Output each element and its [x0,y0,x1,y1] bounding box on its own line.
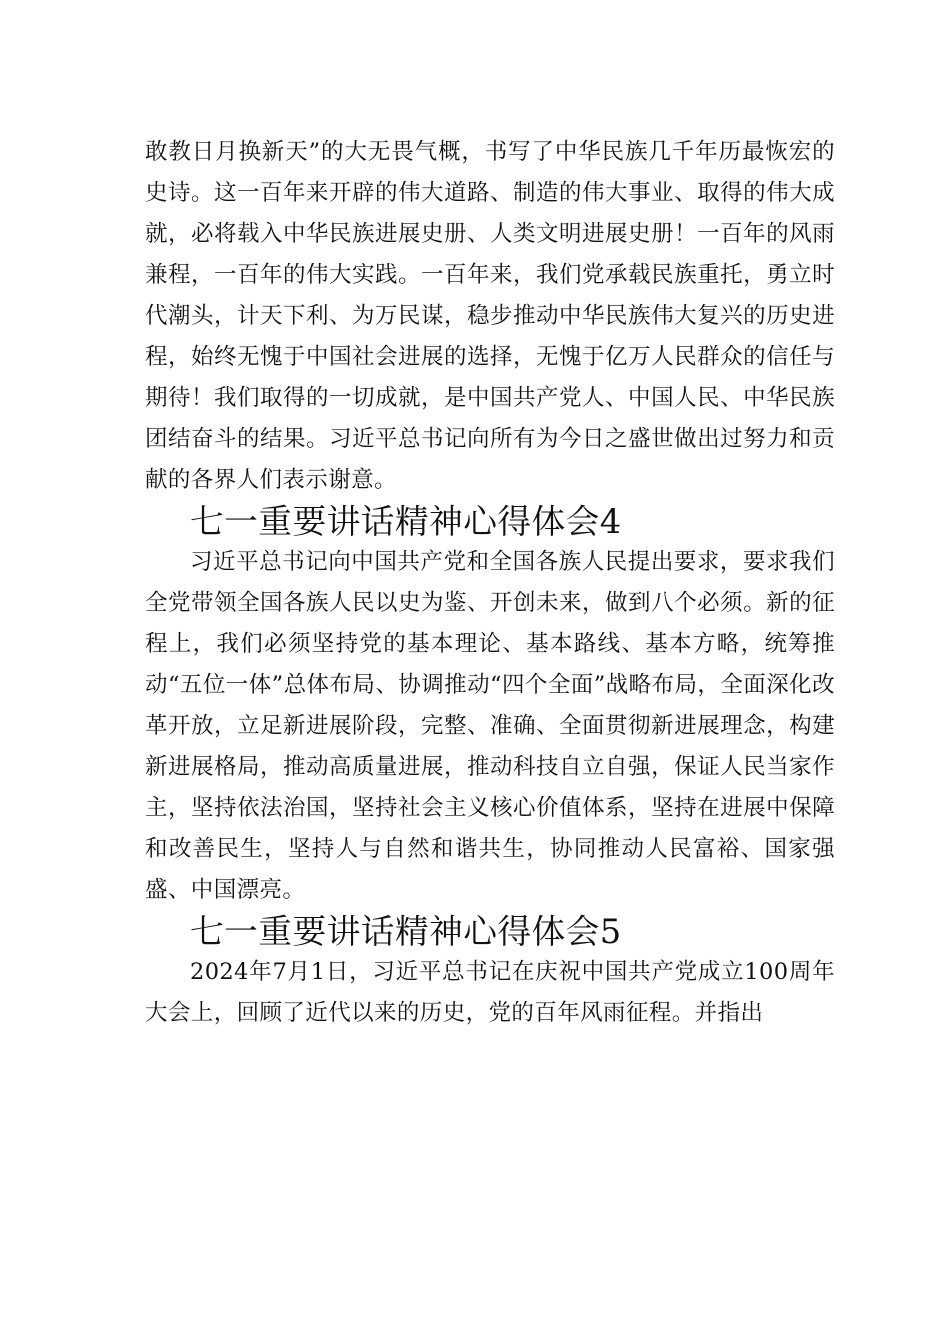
body-paragraph-continued: 敢教日月换新天”的大无畏气概，书写了中华民族几千年历最恢宏的史诗。这一百年来开辟的伟大道路、制造的伟大事业、取得的伟大成就，必将载入中华民族进展史册、人类文明进展史册！一百年的风雨兼程，一百年的伟大实践。一百年来，我们党承载民族重托，勇立时代潮头，计天下利、为万民谋，稳步推动中华民族伟大复兴的历史进程，始终无愧于中国社会进展的选择，无愧于亿万人民群众的信任与期待！我们取得的一切成就，是中国共产党人、中国人民、中华民族团结奋斗的结果。习近平总书记向所有为今日之盛世做出过努力和贡献的各界人们表示谢意。 [145,139,835,493]
section-heading-5: 七一重要讲话精神心得体会5 [190,912,622,951]
section-heading-4: 七一重要讲话精神心得体会4 [190,502,622,541]
body-paragraph-section-5: 2024年7月1日，习近平总书记在庆祝中国共产党成立100周年大会上，回顾了近代以来的历史，党的百年风雨征程。并指出 [145,959,835,1026]
body-paragraph-section-4: 习近平总书记向中国共产党和全国各族人民提出要求，要求我们全党带领全国各族人民以史为鉴、开创未来，做到八个必须。新的征程上，我们必须坚持党的基本理论、基本路线、基本方略，统筹推动“五位一体”总体布局、协调推动“四个全面”战略布局，全面深化改革开放，立足新进展阶段，完整、准确、全面贯彻新进展理念，构建新进展格局，推动高质量进展，推动科技自立自强，保证人民当家作主，坚持依法治国，坚持社会主义核心价值体系，坚持在进展中保障和改善民生，坚持人与自然和谐共生，协同推动人民富裕、国家强盛、中国漂亮。 [145,549,835,903]
document-page [145,132,835,1034]
